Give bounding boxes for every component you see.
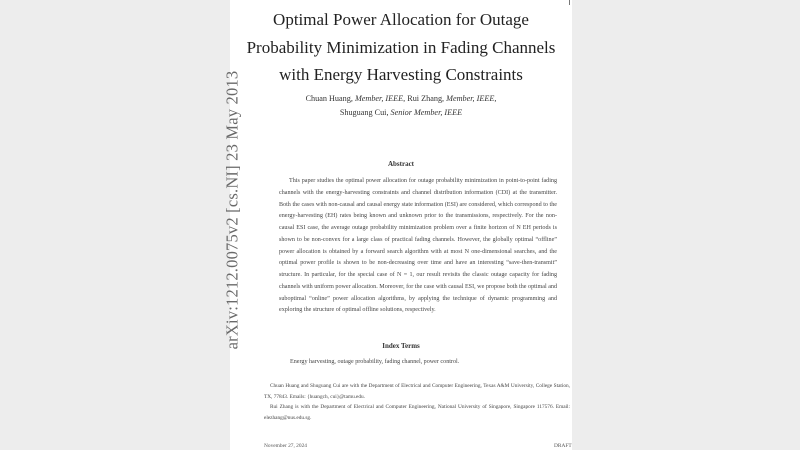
title-line-3: with Energy Harvesting Constraints xyxy=(279,65,523,84)
abstract-text: This paper studies the optimal power allocation for outage probability minimization in point-to-point fading channels with the energy-harvesting constraints and channel distribution information (CDI) at the transmitter. Both the cases with non-causal and causal energy state information (ESI) are considered, which correspond to the energy-harvesting (EH) rates being known and unknown prior to the transmissions, respectively. For the non-causal ESI case, the average outage probability minimization problem over a finite horizon of N EH periods is shown to be non-convex for a large class of practical fading channels. However, the globally optimal “offline” power allocation is obtained by a forward search algorithm with at most N one-dimensional searches, and the optimal power profile is shown to be non-decreasing over time and have an interesting “save-then-transmit” structure. In particular, for the special case of N = 1, our result revisits the classic outage capacity for fading channels with uniform power allocation. Moreover, for the case with causal ESI, we propose both the optimal and suboptimal “online” power allocation algorithms, by applying the technique of dynamic programming and exploring the structure of optimal offline solutions, respectively. xyxy=(279,178,557,314)
arxiv-side-label: arXiv:1212.0075v2 [cs.NI] 23 May 2013 xyxy=(222,70,242,350)
abstract-heading: Abstract xyxy=(387,160,415,168)
title-line-2: Probability Minimization in Fading Channels xyxy=(246,38,556,57)
index-terms-text: Energy harvesting, outage probability, fading channel, power control. xyxy=(290,359,460,365)
authors-line-1: Chuan Huang, Member, IEEE, Rui Zhang, Member, IEEE, xyxy=(305,94,497,103)
footer-draft: DRAFT xyxy=(554,443,572,449)
index-terms-heading: Index Terms xyxy=(382,342,420,350)
authors-line-2: Shuguang Cui, Senior Member, IEEE xyxy=(339,108,463,117)
footnote-affiliation-2: Rui Zhang is with the Department of Electrical and Computer Engineering, National University of Singapore, Singapore 117576. Email: elezhang@nus.edu.sg. xyxy=(264,404,570,421)
footer-date: November 27, 2024 xyxy=(264,443,307,449)
footnote-affiliation-1: Chuan Huang and Shuguang Cui are with the Department of Electrical and Computer Engineering, Texas A&M University, College Station, TX, 77843. Emails: {huangch, cui}@tamu.edu. xyxy=(264,383,570,400)
title-line-1: Optimal Power Allocation for Outage xyxy=(273,10,529,29)
page-corner-mark xyxy=(569,0,570,5)
